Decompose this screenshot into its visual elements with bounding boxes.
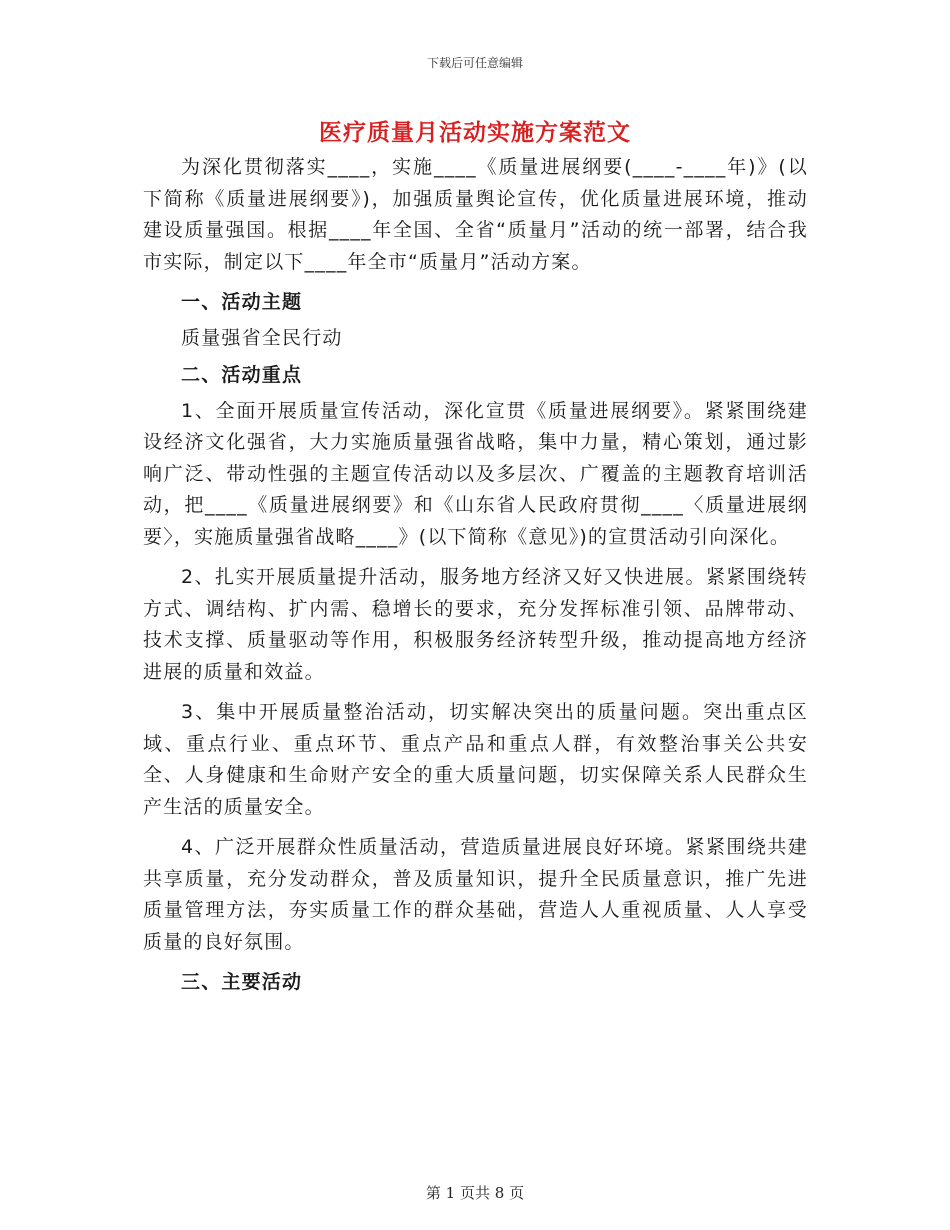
focus-item-1: 1、全面开展质量宣传活动，深化宣贯《质量进展纲要》。紧紧围绕建设经济文化强省，大力实施质量强省战略，集中力量，精心策划，通过影响广泛、带动性强的主题宣传活动以及多层次、广覆盖的主题教育培训活动，把____《质量进展纲要》和《山东省人民政府贯彻____〈质量进展纲要〉，实施质量强省战略____》(以下简称《意见》)的宣贯活动引向深化。 — [143, 399, 808, 548]
page-header-note: 下载后可任意编辑 — [426, 56, 523, 70]
intro-paragraph: 为深化贯彻落实____，实施____《质量进展纲要(____-____年)》(以下简称《质量进展纲要》)，加强质量舆论宣传，优化质量进展环境，推动建设质量强国。根据____年全国、全省“质量月”活动的统一部署，结合我市实际，制定以下____年全市“质量月”活动方案。 — [143, 156, 808, 273]
theme-text: 质量强省全民行动 — [181, 326, 343, 349]
section-heading-theme: 一、活动主题 — [181, 291, 303, 313]
document-title: 医疗质量月活动实施方案范文 — [319, 120, 631, 146]
focus-item-3: 3、集中开展质量整治活动，切实解决突出的质量问题。突出重点区域、重点行业、重点环节、重点产品和重点人群，有效整治事关公共安全、人身健康和生命财产安全的重大质量问题，切实保障关系人民群众生产生活的质量安全。 — [143, 701, 808, 818]
page-footer: 第 1 页共 8 页 — [425, 1184, 525, 1202]
section-heading-main: 三、主要活动 — [181, 971, 303, 993]
section-heading-focus: 二、活动重点 — [181, 364, 303, 386]
document-body — [143, 152, 808, 1003]
focus-item-2: 2、扎实开展质量提升活动，服务地方经济又好又快进展。紧紧围绕转方式、调结构、扩内需、稳增长的要求，充分发挥标准引领、品牌带动、技术支撑、质量驱动等作用，积极服务经济转型升级，推动提高地方经济进展的质量和效益。 — [143, 566, 808, 683]
focus-item-4: 4、广泛开展群众性质量活动，营造质量进展良好环境。紧紧围绕共建共享质量，充分发动群众，普及质量知识，提升全民质量意识，推广先进质量管理方法，夯实质量工作的群众基础，营造人人重视质量、人人享受质量的良好氛围。 — [143, 836, 808, 953]
